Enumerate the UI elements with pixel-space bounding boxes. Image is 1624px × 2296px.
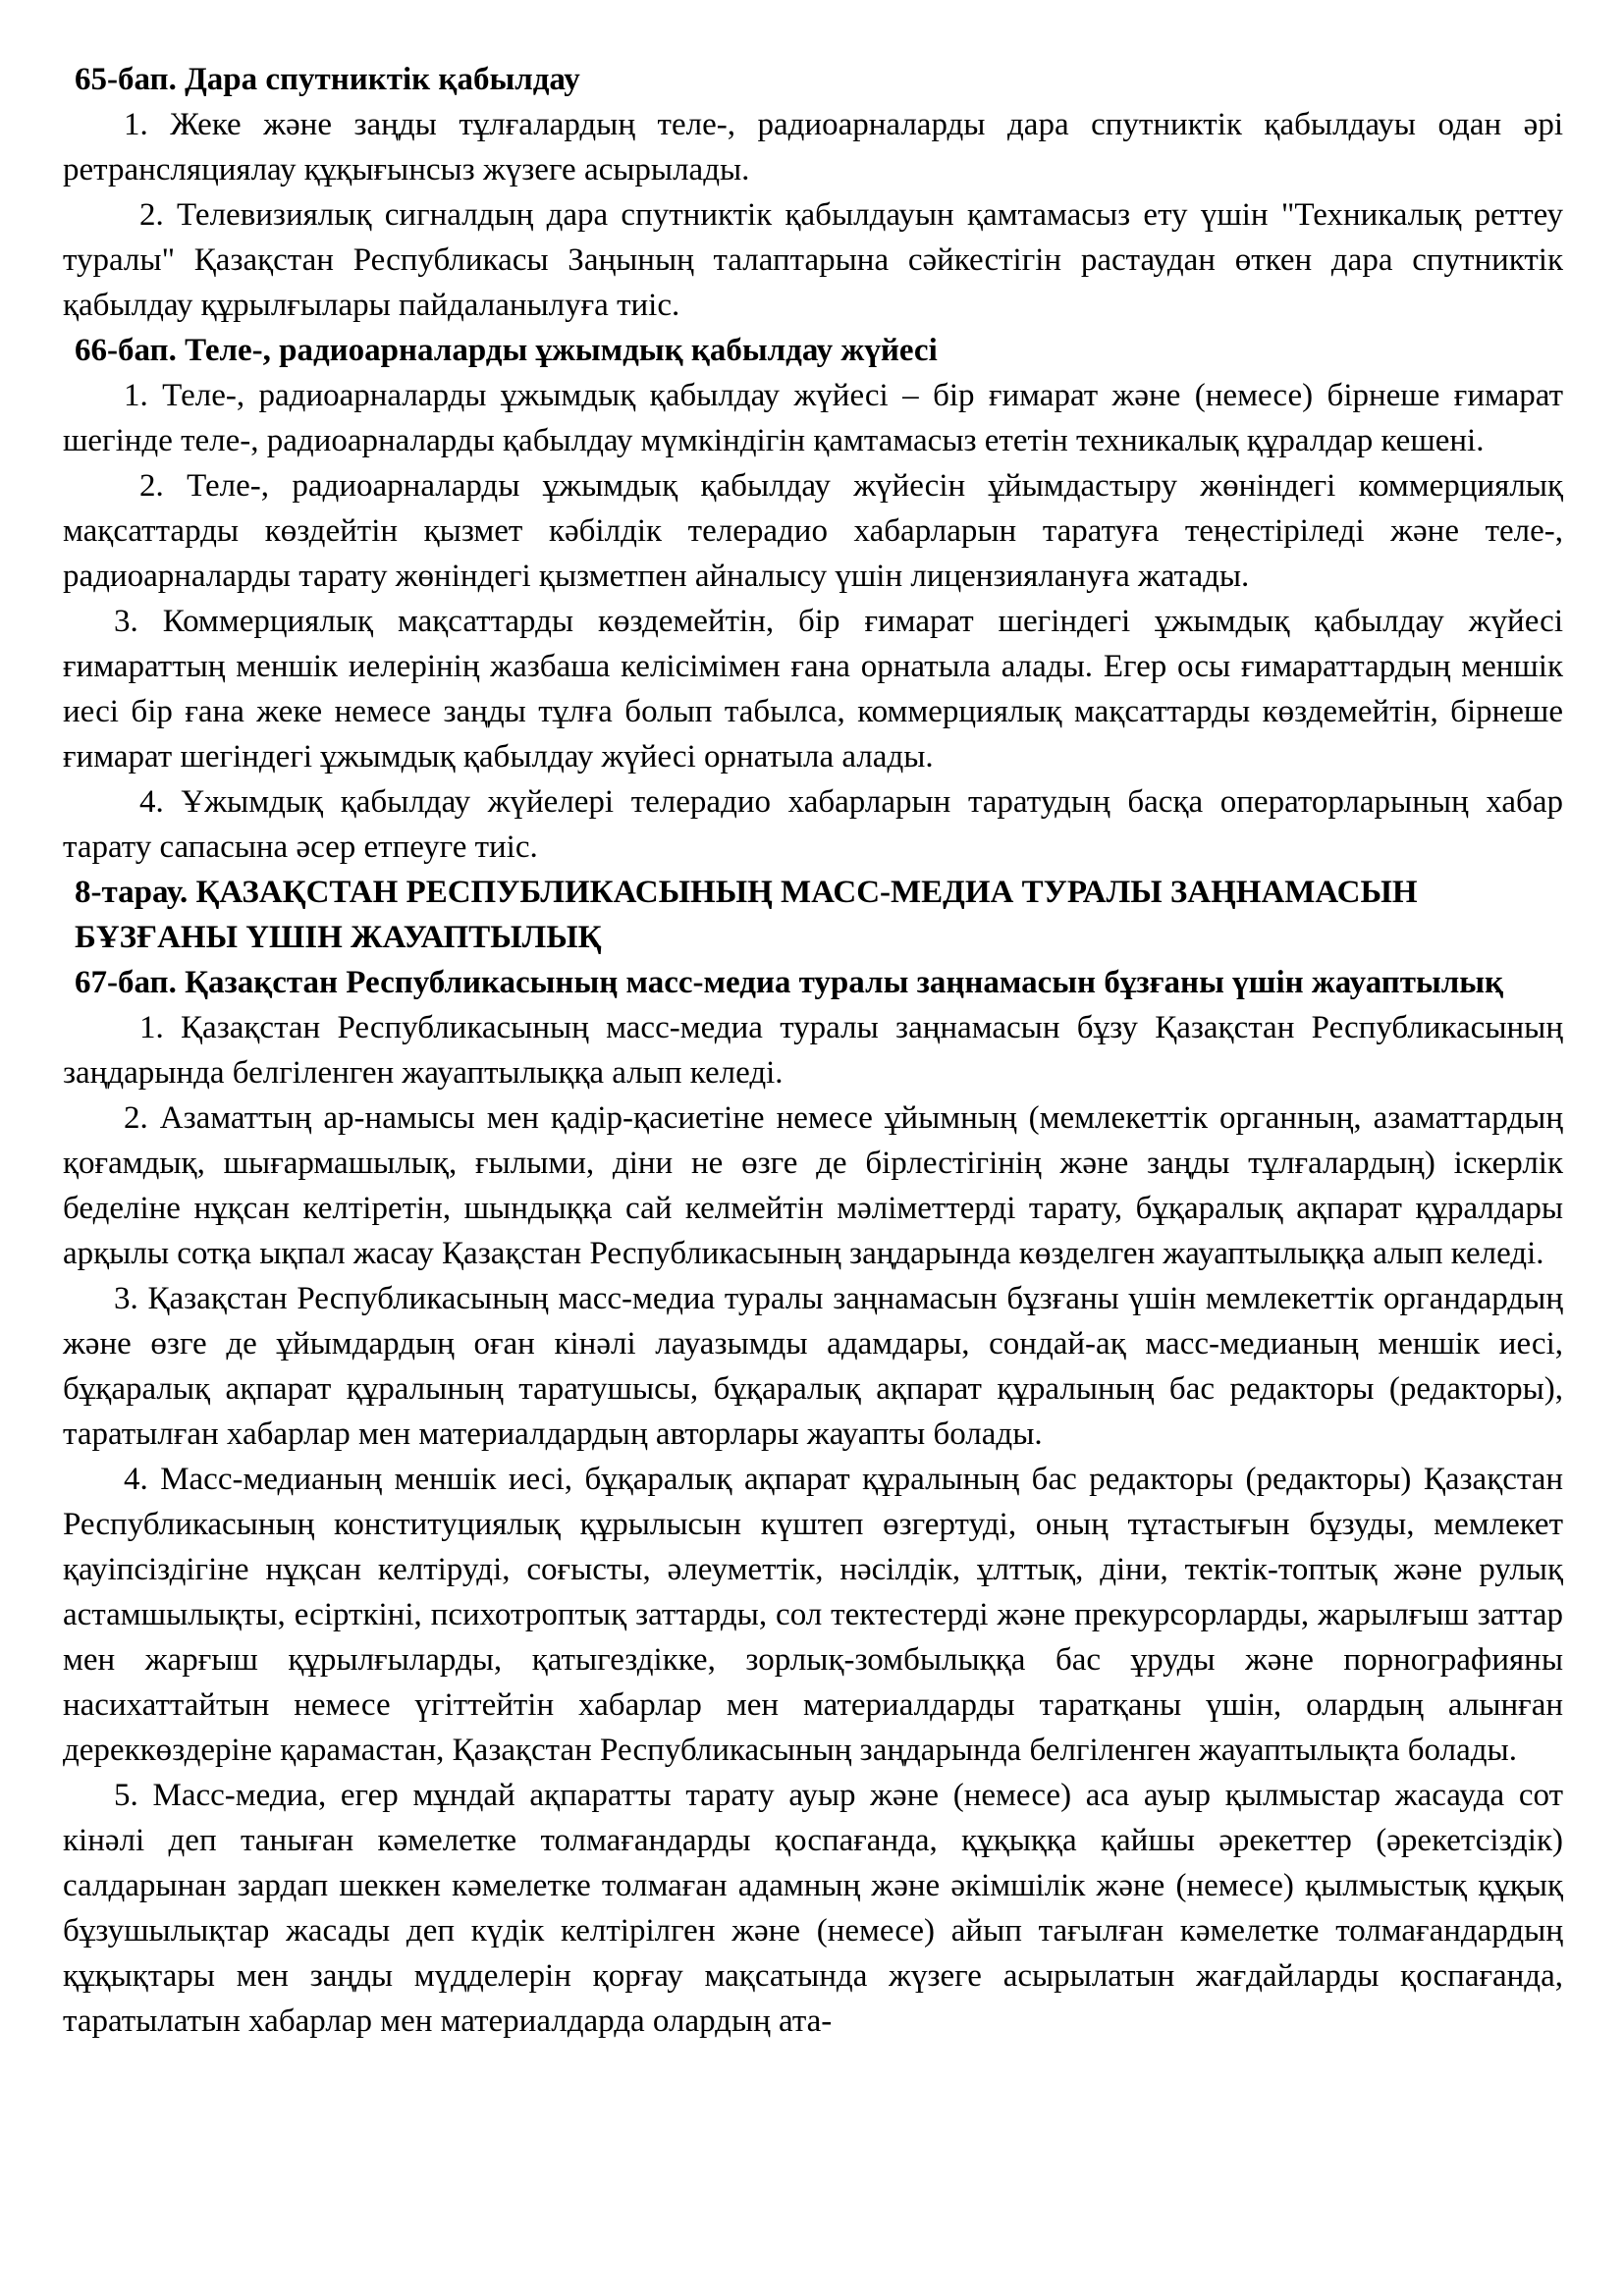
article-67-heading: 67-бап. Қазақстан Республикасының масс-медиа туралы заңнамасын бұзғаны үшін жауаптылық: [75, 965, 1504, 1000]
article-66-paragraph-1: 1. Теле-, радиоарналарды ұжымдық қабылдау жүйесі – бір ғимарат және (немесе) бірнеше ғимарат шегінде теле-, радиоарналарды қабылдау мүмкіндігін қамтамасыз ететін техникалық құралдар кешені.: [63, 378, 1563, 458]
article-67-paragraph-1: 1. Қазақстан Республикасының масс-медиа туралы заңнамасын бұзу Қазақстан Республикасының заңдарында белгіленген жауаптылыққа алып келеді.: [63, 1010, 1563, 1091]
article-65-heading: 65-бап. Дара спутниктік қабылдау: [75, 62, 580, 97]
article-67-paragraph-5: 5. Масс-медиа, егер мұндай ақпаратты тарату ауыр және (немесе) аса ауыр қылмыстар жасауда сот кінәлі деп таныған кәмелетке толмағандарды қоспағанда, құқыққа қайшы әрекеттер (әрекетсіздік) салдарынан зардап шеккен кәмелетке толмаған адамның және әкімшілік және (немесе) қылмыстық құқық бұзушылықтар жасады деп күдік келтірілген және (немесе) айып тағылған кәмелетке толмағандардың құқықтары мен заңды мүдделерін қорғау мақсатында жүзеге асырылатын жағдайларды қоспағанда, таратылатын хабарлар мен материалдарда олардың ата-: [63, 1778, 1563, 2039]
article-65-paragraph-1: 1. Жеке және заңды тұлғалардың теле-, радиоарналарды дара спутниктік қабылдауы одан әрі ретрансляциялау құқығынсыз жүзеге асырылады.: [63, 107, 1563, 187]
article-67-paragraph-3: 3. Қазақстан Республикасының масс-медиа туралы заңнамасын бұзғаны үшін мемлекеттік органдардың және өзге де ұйымдардың оған кінәлі лауазымды адамдары, сондай-ақ масс-медианың меншік иесі, бұқаралық ақпарат құралының таратушысы, бұқаралық ақпарат құралының бас редакторы (редакторы), таратылған хабарлар мен материалдардың авторлары жауапты болады.: [63, 1281, 1563, 1452]
article-66-paragraph-3: 3. Коммерциялық мақсаттарды көздемейтін, бір ғимарат шегіндегі ұжымдық қабылдау жүйесі ғимараттың меншік иелерінің жазбаша келісімімен ғана орнатыла алады. Егер осы ғимараттардың меншік иесі бір ғана жеке немесе заңды тұлға болып табылса, коммерциялық мақсаттарды көздемейтін, бірнеше ғимарат шегіндегі ұжымдық қабылдау жүйесі орнатыла алады.: [63, 604, 1563, 774]
article-67-paragraph-4: 4. Масс-медианың меншік иесі, бұқаралық ақпарат құралының бас редакторы (редакторы) Қазақстан Республикасының конституциялық құрылысын күштеп өзгертуді, оның тұтастығын бұзуды, мемлекет қауіпсіздігіне нұқсан келтіруді, соғысты, әлеуметтік, нәсілдік, ұлттық, діни, тектік-топтық және рулық астамшылықты, есірткіні, психотроптық заттарды, сол тектестерді және прекурсорларды, жарылғыш заттар мен жарғыш құрылғыларды, қатыгездікке, зорлық-зомбылыққа бас ұруды және порнографияны насихаттайтын немесе үгіттейтін хабарлар мен материалдарды таратқаны үшін, олардың алынған дереккөздеріне қарамастан, Қазақстан Республикасының заңдарында белгіленген жауаптылықта болады.: [63, 1462, 1563, 1768]
article-66-paragraph-4: 4. Ұжымдық қабылдау жүйелері телерадио хабарларын таратудың басқа операторларының хабар тарату сапасына әсер етпеуге тиіс.: [63, 784, 1563, 865]
article-67-paragraph-2: 2. Азаматтың ар-намысы мен қадір-қасиетіне немесе ұйымның (мемлекеттік органның, азаматтардың қоғамдық, шығармашылық, ғылыми, діни не өзге де бірлестігінің және заңды тұлғалардың) іскерлік беделіне нұқсан келтіретін, шындыққа сай келмейтін мәліметтерді тарату, бұқаралық ақпарат құралдары арқылы сотқа ықпал жасау Қазақстан Республикасының заңдарында көзделген жауаптылыққа алып келеді.: [63, 1100, 1563, 1271]
article-66-heading: 66-бап. Теле-, радиоарналарды ұжымдық қабылдау жүйесі: [75, 333, 938, 368]
document-page: [63, 57, 1563, 2044]
article-66-paragraph-2: 2. Теле-, радиоарналарды ұжымдық қабылдау жүйесін ұйымдастыру жөніндегі коммерциялық мақсаттарды көздейтін қызмет кәбілдік телерадио хабарларын таратуға теңестіріледі және теле-, радиоарналарды тарату жөніндегі қызметпен айналысу үшін лицензиялануға жатады.: [63, 468, 1563, 594]
article-65-paragraph-2: 2. Телевизиялық сигналдың дара спутниктік қабылдауын қамтамасыз ету үшін "Техникалық реттеу туралы" Қазақстан Республикасы Заңының талаптарына сәйкестігін растаудан өткен дара спутниктік қабылдау құрылғылары пайдаланылуға тиіс.: [63, 197, 1563, 323]
chapter-8-heading: 8-тарау. ҚАЗАҚСТАН РЕСПУБЛИКАСЫНЫҢ МАСС-МЕДИА ТУРАЛЫ ЗАҢНАМАСЫН БҰЗҒАНЫ ҮШІН ЖАУАПТЫЛЫҚ: [75, 875, 1418, 955]
